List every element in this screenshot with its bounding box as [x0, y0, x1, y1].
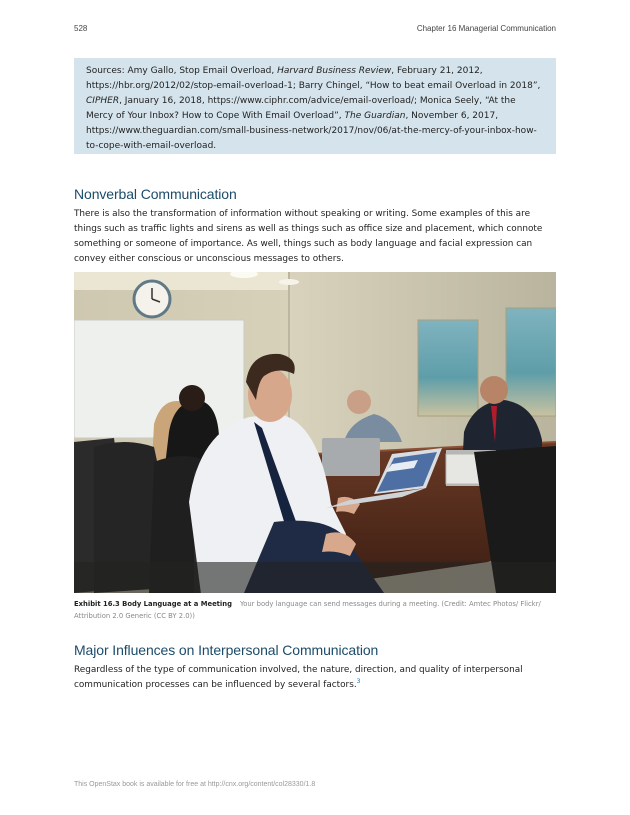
paragraph-major-influences: [74, 663, 556, 693]
figure-caption: [74, 598, 556, 622]
footnote-ref-link[interactable]: 3: [356, 678, 361, 686]
sources-journal-guardian: The Guardian: [344, 111, 406, 121]
sources-text-4[interactable]: , November 6, 2017, https://www.theguardian.com/small-business-network/2017/nov/06/at-the-mercy-of-your-inbox-how-to-cope-with-email-overload.: [86, 111, 537, 151]
sources-text-3[interactable]: , January 16, 2018, https://www.ciphr.com/advice/email-overload/; Monica Seely, “At the Mercy of Your Inbox? How to Cope With Email Overload”,: [86, 96, 516, 121]
figure-caption-text: Your body language can send messages during a meeting. (Credit: Amtec Photos/ Flickr/ Attribution 2.0 Generic (CC BY 2.0)): [74, 600, 541, 620]
paragraph-major-influences-text: Regardless of the type of communication involved, the nature, direction, and quality of interpersonal communication processes can be influenced by several factors.: [74, 665, 523, 690]
meeting-photo: [74, 272, 556, 593]
sources-text-2[interactable]: , February 21, 2012, https://hbr.org/2012/02/stop-email-overload-1; Barry Chingel, “How to beat email Overload in 2018”,: [86, 66, 541, 91]
sources-journal-cipher: CIPHER: [86, 96, 120, 106]
section-heading-major-influences: Major Influences on Interpersonal Communication: [74, 642, 379, 658]
paragraph-nonverbal: There is also the transformation of information without speaking or writing. Some examples of this are things such as traffic lights and sirens as well as things such as office size and placement, which connote something or someone of importance. As well, things such as body language and facial expression can convey either conscious or unconscious messages to others.: [74, 209, 543, 264]
chapter-title: Chapter 16 Managerial Communication: [416, 24, 556, 33]
page-header: [74, 24, 556, 38]
figure-label: Exhibit 16.3 Body Language at a Meeting: [74, 600, 232, 608]
sources-text-1: Sources: Amy Gallo, Stop Email Overload,: [86, 66, 278, 76]
sources-journal-hbr: Harvard Business Review: [277, 66, 392, 76]
section-heading-nonverbal: Nonverbal Communication: [74, 186, 237, 202]
page-number: 528: [74, 24, 88, 33]
page-footer[interactable]: This OpenStax book is available for free at http://cnx.org/content/col28330/1.8: [74, 781, 316, 788]
sources-box: [74, 58, 556, 154]
